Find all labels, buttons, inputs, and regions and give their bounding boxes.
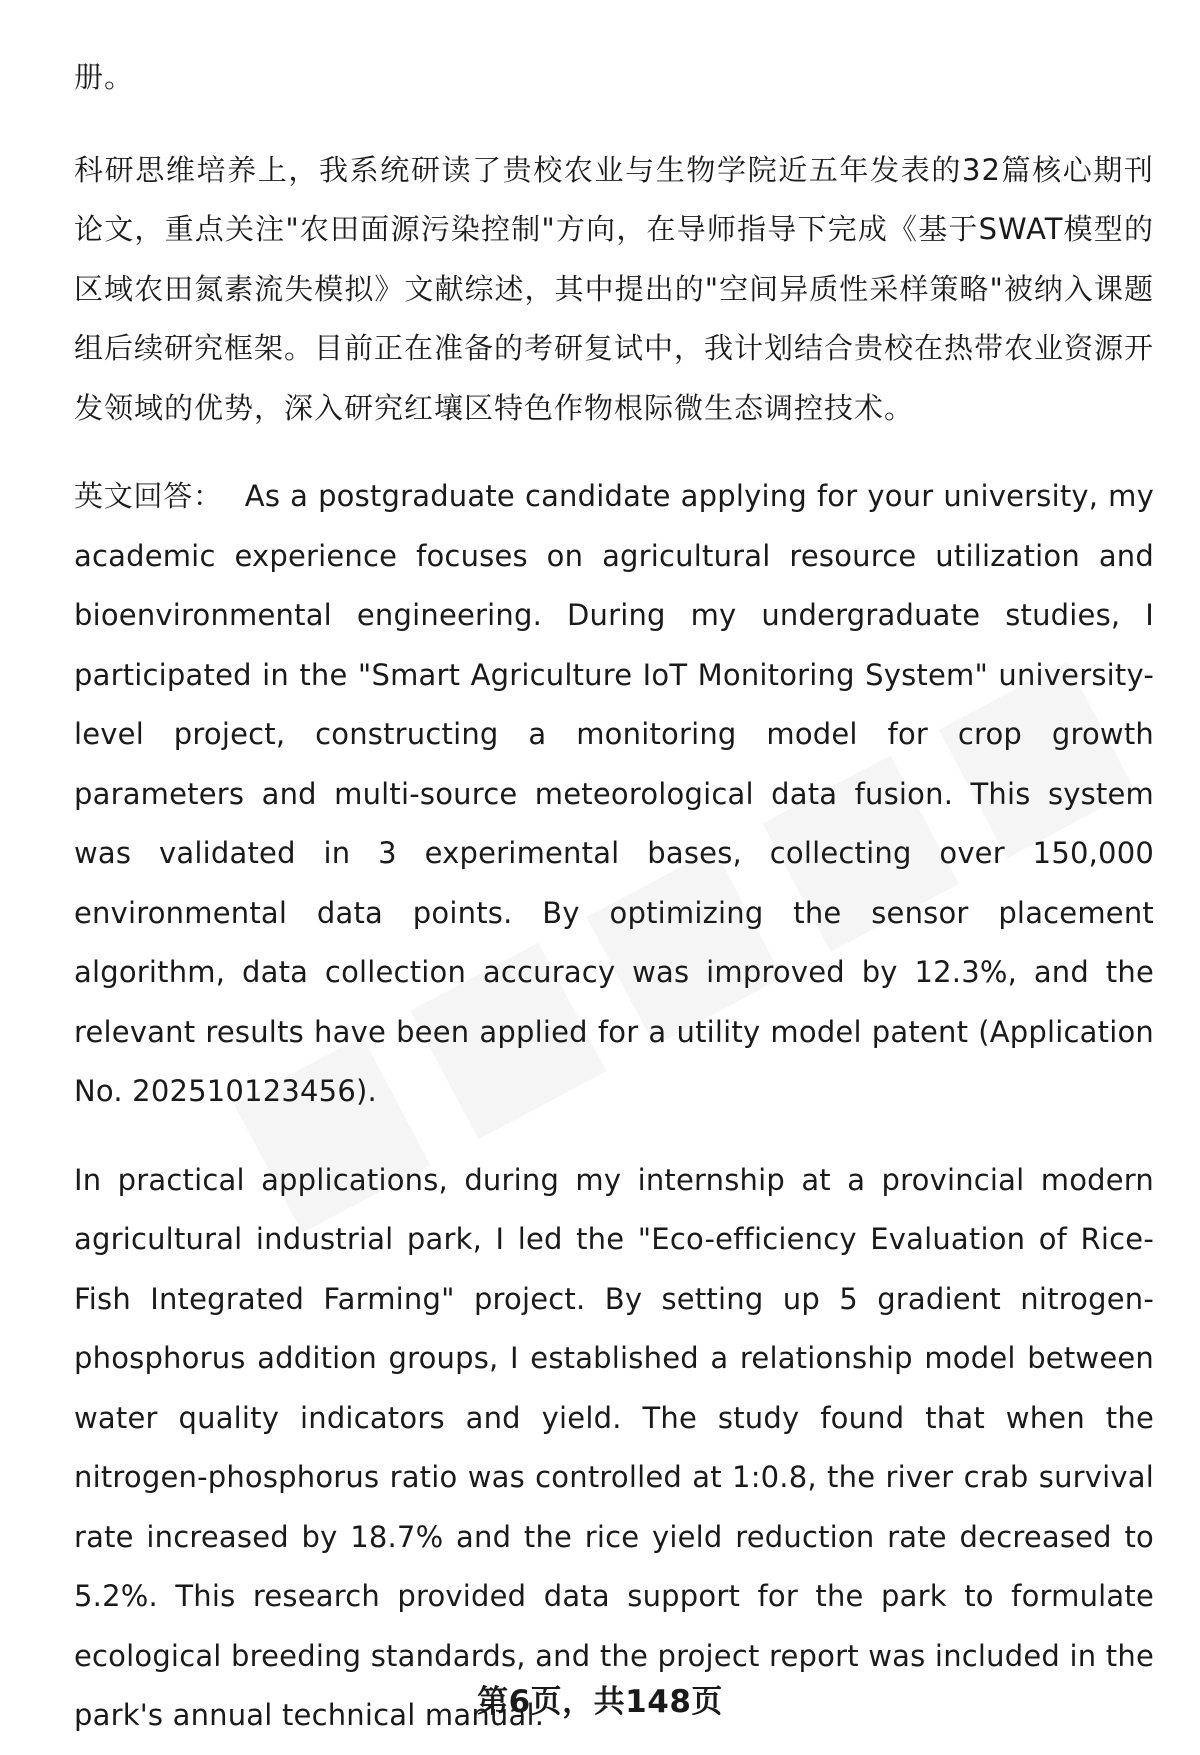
- english-answer-text: As a postgraduate candidate applying for your university, my academic experience focuses on agricultural resource utilization and bioenvironmental engineering. During my undergraduate studies, I participated in the "Smart Agriculture IoT Monitoring System" university-level project, constructing a monitoring model for crop growth parameters and multi-source meteorological data fusion. This system was validated in 3 experimental bases, collecting over 150,000 environmental data points. By optimizing the sensor placement algorithm, data collection accuracy was improved by 12.3%, and the relevant results have been applied for a utility model patent (Application No. 202510123456).: [74, 479, 1154, 1108]
- paragraph-practical-applications: In practical applications, during my internship at a provincial modern agricultural industrial park, I led the "Eco-efficiency Evaluation of Rice-Fish Integrated Farming" project. By setting up 5 gradient nitrogen-phosphorus addition groups, I established a relationship model between water quality indicators and yield. The study found that when the nitrogen-phosphorus ratio was controlled at 1:0.8, the river crab survival rate increased by 18.7% and the rice yield reduction rate decreased to 5.2%. This research provided data support for the park to formulate ecological breeding standards, and the project report was included in the park's annual technical manual.: [74, 1162, 1154, 1732]
- page-number: 第6页，共148页: [477, 1684, 723, 1720]
- document-body: [74, 48, 1154, 1746]
- paragraph-research-thinking: 科研思维培养上，我系统研读了贵校农业与生物学院近五年发表的32篇核心期刊论文，重点关注"农田面源污染控制"方向，在导师指导下完成《基于SWAT模型的区域农田氮素流失模拟》文献综述，其中提出的"空间异质性采样策略"被纳入课题组后续研究框架。目前正在准备的考研复试中，我计划结合贵校在热带农业资源开发领域的优势，深入研究红壤区特色作物根际微生态调控技术。: [74, 152, 1155, 425]
- english-answer-label: 英文回答：: [74, 479, 223, 513]
- paragraph-continuation: 册。: [74, 60, 135, 94]
- paragraph-english-answer: [74, 467, 1154, 1122]
